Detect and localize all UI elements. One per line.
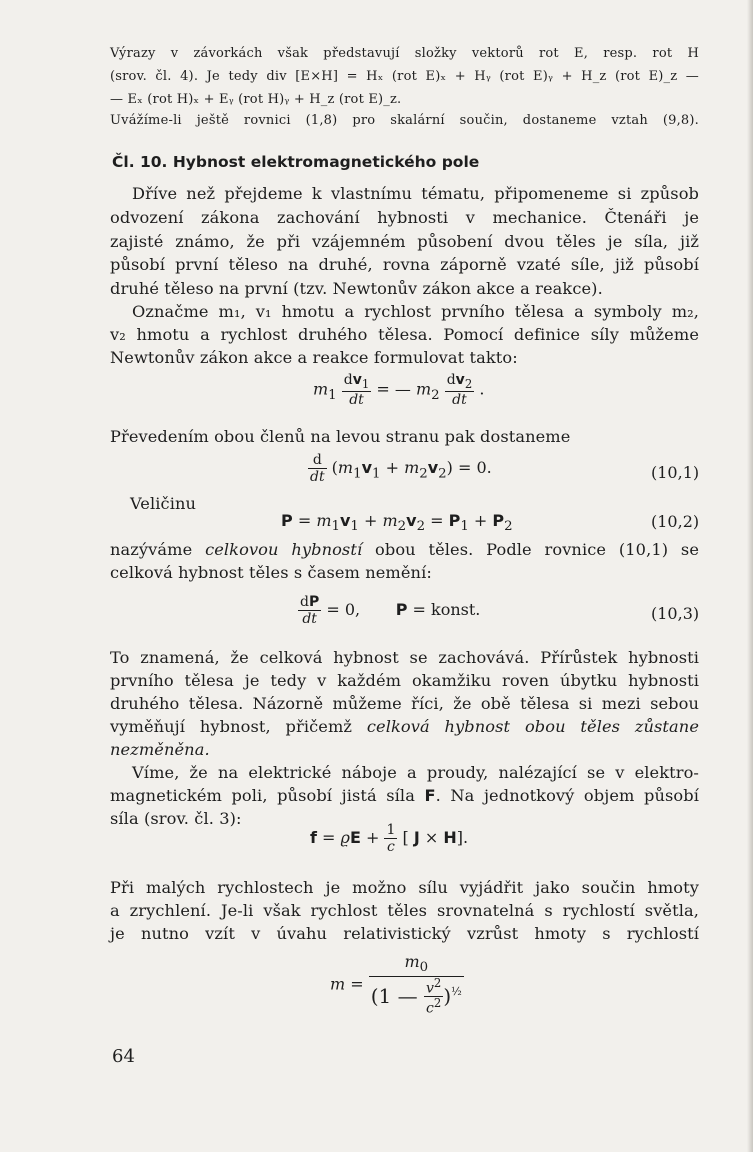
top-line-3: — Eₓ (rot H)ₓ + Eᵧ (rot H)ᵧ + H_z (rot E)_z.	[110, 92, 402, 107]
para5-line-5	[110, 740, 210, 759]
para6-line-1: Víme, že na elektrické náboje a proudy, nalézající se v elektro-	[132, 763, 699, 782]
para6-line-3: síla (srov. čl. 3):	[110, 809, 242, 828]
equation-force-density: f = ϱE + $\frac{1}{c}$ [ J × H].	[310, 822, 469, 856]
para5-italic-end: nezměněna.	[110, 740, 210, 759]
equation-10-3-number: (10,3)	[651, 604, 700, 623]
para2-line-1: Označme m₁, v₁ hmotu a rychlost prvního tělesa a symboly m₂,	[132, 302, 699, 321]
para2-line-2: v₂ hmotu a rychlost druhého tělesa. Pomocí definice síly můžeme	[110, 325, 699, 344]
para4-line-1: nazýváme celkovou hybností obou těles. Podle rovnice (10,1) se	[110, 540, 699, 559]
para1-line-3: zajisté známo, že při vzájemném působení dvou těles je síla, již	[110, 232, 699, 251]
page-edge-shadow	[747, 0, 753, 1152]
equation-10-2: $P = m_1v_1 + m_2v_2 = P_1 + P_2$	[281, 511, 513, 535]
para6-line-2: magnetickém poli, působí jistá síla F. Na jednotkový objem působí	[110, 786, 699, 805]
para1-line-1: Dříve než přejdeme k vlastnímu tématu, připomeneme si způsob	[132, 184, 699, 203]
page-number: 64	[112, 1046, 135, 1067]
top-line-1: Výrazy v závorkách však představují složky vektorů rot E, resp. rot H	[110, 46, 699, 61]
para5-line-4: vyměňují hybnost, přičemž celková hybnost obou těles zůstane	[110, 717, 699, 736]
para4-line-2: celková hybnost těles s časem nemění:	[110, 563, 432, 582]
equation-relativistic-mass: m = $m_0$ (1 — $\frac{v^2}{c^2}$ )$^{\frac{1}{2}}$	[330, 952, 462, 1017]
para5-line-3: druhého tělesa. Názorně můžeme říci, že obě tělesa si mezi sebou	[110, 694, 699, 713]
para1-line-2: odvození zákona zachování hybnosti v mechanice. Čtenáři je	[110, 208, 699, 227]
para7-line-1: Při malých rychlostech je možno sílu vyjádřit jako součin hmoty	[110, 878, 699, 897]
para3-line: Převedením obou členů na levou stranu pak dostaneme	[110, 427, 571, 446]
equation-newton: $m_1$ $\frac{dv_1}{dt}$ = — $m_2$ $\frac{dv_2}{dt}$ .	[313, 372, 485, 409]
para5-line-1: To znamená, že celková hybnost se zachovává. Přírůstek hybnosti	[110, 648, 699, 667]
equation-10-1: $\frac{d}{dt}$ $(m_1v_1 + m_2v_2) = 0$.	[310, 452, 492, 486]
para2-line-3: Newtonův zákon akce a reakce formulovat takto:	[110, 348, 518, 367]
para7-line-3: je nutno vzít v úvahu relativistický vzrůst hmoty s rychlostí	[110, 924, 699, 943]
para5-line-2: prvního tělesa je tedy v každém okamžiku roven úbytku hybnosti	[110, 671, 699, 690]
equation-10-3: $\frac{dP}{dt}$ = 0, P = konst.	[300, 594, 481, 628]
top-line-2: (srov. čl. 4). Je tedy div [E×H] = Hₓ (rot E)ₓ + Hᵧ (rot E)ᵧ + H_z (rot E)_z —	[110, 69, 699, 84]
equation-10-1-number: (10,1)	[651, 463, 700, 482]
top-line-4: Uvážíme-li ještě rovnici (1,8) pro skalární součin, dostaneme vztah (9,8).	[110, 113, 699, 128]
velicinu-label: Veličinu	[130, 494, 197, 513]
section-title: Čl. 10. Hybnost elektromagnetického pole	[112, 153, 480, 171]
para1-line-5: druhé těleso na první (tzv. Newtonův zákon akce a reakce).	[110, 279, 603, 298]
para7-line-2: a zrychlení. Je-li však rychlost těles srovnatelná s rychlostí světla,	[110, 901, 699, 920]
para1-line-4: působí první těleso na druhé, rovna záporně vzaté síle, již působí	[110, 255, 699, 274]
equation-10-2-number: (10,2)	[651, 512, 700, 531]
konst-label: konst.	[431, 600, 481, 620]
